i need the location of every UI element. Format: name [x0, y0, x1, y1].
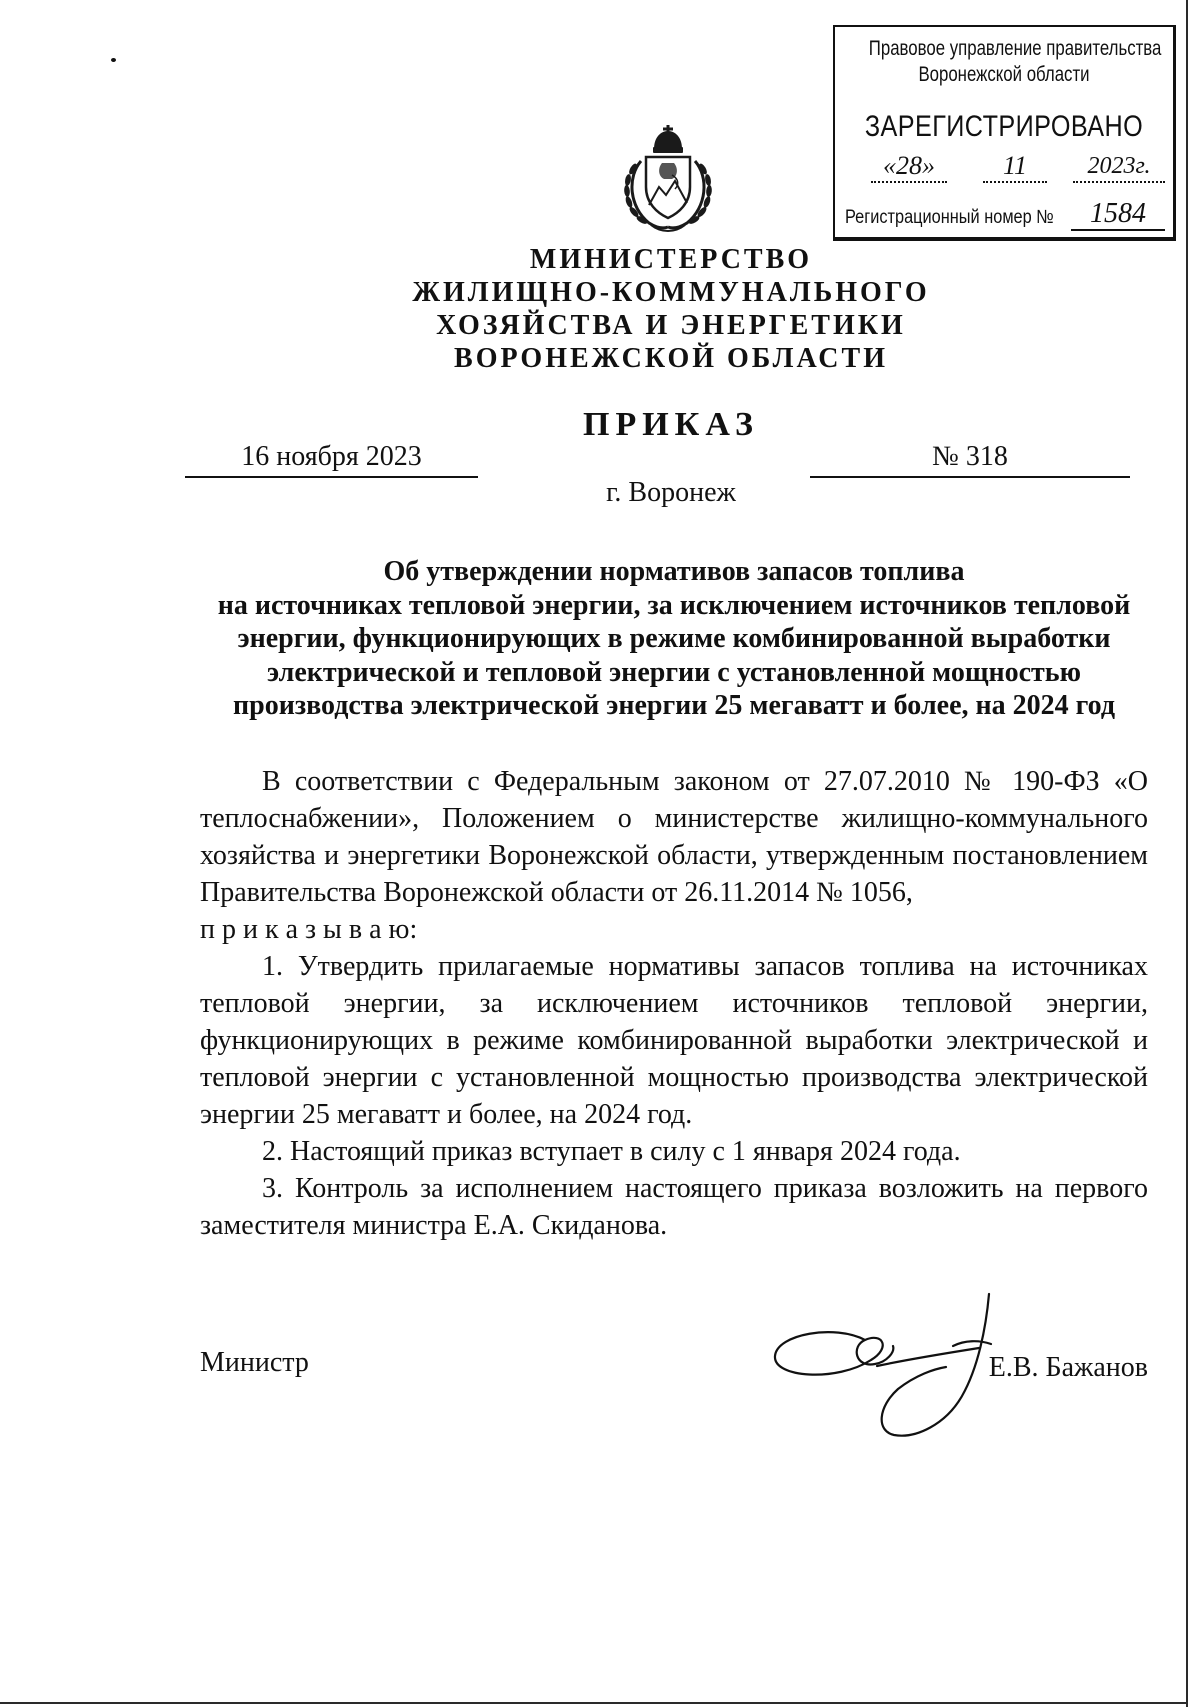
ministry-name: [271, 243, 1071, 375]
scan-edge-bottom: [0, 1702, 1188, 1704]
title-line: производства электрической энергии 25 мегаватт и более, на 2024 год: [232, 690, 1116, 721]
ministry-line: МИНИСТЕРСТВО: [529, 244, 813, 275]
title-line: Об утверждении нормативов запасов топлива: [383, 556, 965, 587]
emblem-crown-cross-h: [663, 128, 673, 131]
title-line: на источниках тепловой энергии, за исключением источников тепловой: [217, 589, 1131, 621]
signatory-position: Министр: [200, 1347, 309, 1378]
ministry-line: ЖИЛИЩНО-КОММУНАЛЬНОГО: [412, 277, 930, 308]
emblem-leaf: [624, 185, 631, 197]
stamp-reg-number: 1584: [1071, 199, 1165, 231]
stamp-date-year: 2023г.: [1073, 151, 1165, 183]
document-title: [200, 555, 1148, 723]
document-city: г. Воронеж: [606, 477, 736, 508]
signature-tail: [953, 1341, 991, 1346]
registration-stamp: [833, 25, 1176, 241]
document-body: [200, 763, 1148, 1244]
stamp-status: ЗАРЕГИСТРИРОВАНО: [864, 110, 1144, 143]
stamp-date-month: 11: [983, 151, 1047, 183]
preamble-paragraph: В соответствии с Федеральным законом от 27.07.2010 № 190-ФЗ «О теплоснабжении», Положением о министерстве жилищно-коммунального хозяйства и энергетики Воронежской области, утвержденным постановлением Правительства Воронежской области от 26.11.2014 № 1056,: [200, 766, 1148, 908]
coat-of-arms-icon: [613, 125, 723, 235]
emblem-crown-band: [653, 147, 683, 153]
ministry-line: ХОЗЯЙСТВА И ЭНЕРГЕТИКИ: [436, 310, 906, 341]
document-number: № 318: [932, 441, 1008, 472]
stamp-reg-label: Регистрационный номер №: [845, 207, 1054, 228]
signature-descender: [882, 1294, 989, 1436]
signature-loop: [775, 1332, 893, 1374]
order-item: 3. Контроль за исполнением настоящего приказа возложить на первого заместителя министра Е.А. Скиданова.: [200, 1173, 1148, 1241]
scan-speck: [111, 58, 116, 62]
signatory-name: Е.В. Бажанов: [988, 1352, 1148, 1383]
scan-edge-right: [1186, 0, 1188, 1707]
order-word: п р и к а з ы в а ю:: [200, 914, 418, 945]
stamp-registration: [835, 198, 1173, 233]
title-line: энергии, функционирующих в режиме комбинированной выработки: [237, 623, 1111, 654]
ministry-line: ВОРОНЕЖСКОЙ ОБЛАСТИ: [454, 343, 888, 374]
title-line: электрической и тепловой энергии с установленной мощностью: [267, 656, 1081, 688]
handwritten-signature-icon: [765, 1288, 1015, 1443]
stamp-date-day: «28»: [871, 151, 947, 183]
emblem-crown: [653, 125, 683, 153]
document-type: ПРИКАЗ: [583, 406, 759, 443]
stamp-date: [835, 151, 1173, 185]
emblem-leaf: [706, 185, 713, 197]
stamp-org-line-1: Правовое управление правительства: [868, 37, 1162, 60]
order-item: 1. Утвердить прилагаемые нормативы запасов топлива на источниках тепловой энергии, за исключением источников тепловой энергии, функционирующих в режиме комбинированной выработки электрической и тепловой энергии с установленной мощностью производства электрической энергии 25 мегаватт и более, на 2024 год.: [200, 951, 1148, 1130]
signature-strokes: [775, 1294, 991, 1436]
order-item: 2. Настоящий приказ вступает в силу с 1 января 2024 года.: [262, 1136, 961, 1167]
document-date: 16 ноября 2023: [241, 441, 422, 472]
stamp-org-line-2: Воронежской области: [918, 63, 1090, 86]
